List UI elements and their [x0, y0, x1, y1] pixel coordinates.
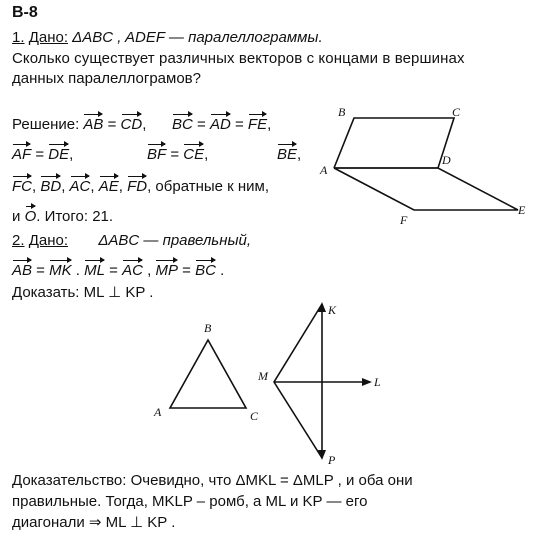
- vector: MP: [155, 262, 178, 279]
- vector: FE: [247, 116, 268, 133]
- label-p: P: [328, 453, 336, 467]
- vector-zero: O: [24, 208, 37, 225]
- problem-2-given-text: ΔABC — правельный,: [98, 232, 252, 249]
- parallelograms-figure: [318, 98, 546, 228]
- solution-label: Решение:: [12, 116, 80, 133]
- vector: AD: [209, 116, 231, 133]
- comma: ,: [204, 146, 209, 163]
- triangle-abc: [170, 340, 246, 408]
- vector: AE: [98, 178, 119, 195]
- vector: BC: [195, 262, 216, 279]
- vector: AC: [122, 262, 143, 279]
- proof-line-3: диагонали ⇒ ML ⊥ KP .: [12, 514, 176, 531]
- vector: DE: [48, 146, 70, 163]
- parallelogram-abcd: [334, 118, 454, 168]
- vector: AB: [83, 116, 104, 133]
- label-c: C: [250, 409, 259, 423]
- comma: ,: [142, 116, 147, 133]
- comma: ,: [69, 146, 74, 163]
- problem-1-number: 1.: [12, 29, 25, 46]
- solution-eq-be: [277, 146, 301, 164]
- solution-eq-bc: [172, 116, 271, 134]
- label-b: B: [204, 321, 212, 335]
- rhombus-figure: [252, 296, 392, 468]
- vector: BD: [40, 178, 62, 195]
- problem-1-given-text: ΔABC , ADEF — паралеллограммы.: [72, 29, 323, 46]
- equals-sign: =: [35, 146, 45, 163]
- arrow-k: [318, 302, 326, 312]
- and-word: и: [12, 208, 21, 225]
- vector: BE: [277, 146, 298, 163]
- problem-1-given-label: Дано:: [28, 29, 68, 46]
- variant-header: В-8: [12, 4, 38, 21]
- comma: ,: [267, 116, 272, 133]
- label-b: B: [338, 105, 346, 119]
- problem-2-given: [12, 232, 251, 250]
- equals-sign: =: [170, 146, 180, 163]
- comma: ,: [297, 146, 302, 163]
- label-k: K: [328, 303, 337, 317]
- problem-1-question-line-1: Сколько существует различных векторов с концами в вершинах: [12, 50, 465, 67]
- vector: AC: [69, 178, 91, 195]
- problem-2-number: 2.: [12, 232, 25, 249]
- label-f: F: [400, 213, 408, 227]
- vector: CE: [183, 146, 205, 163]
- label-l: L: [374, 375, 381, 389]
- vector: BF: [147, 146, 167, 163]
- proof-line-1: Доказательство: Очевидно, что ΔMKL = ΔMLP , и оба они: [12, 472, 413, 489]
- vector: FC: [12, 178, 32, 195]
- solution-line-3: FC, BD, AC, AE, FD, обратные к ним,: [12, 178, 270, 195]
- label-e: E: [518, 203, 526, 217]
- vector: FD: [127, 178, 148, 195]
- arrow-l: [362, 378, 372, 386]
- problem-2-vectors: AB = MK . ML = AC , MP = BC .: [12, 262, 225, 279]
- label-d: D: [442, 153, 451, 167]
- problem-2-given-label: Дано:: [28, 232, 68, 249]
- problem-1-given: [12, 29, 323, 47]
- vector: AB: [12, 262, 33, 279]
- problem-2-prove: Доказать: ML ⊥ KP .: [12, 284, 154, 301]
- equals-sign: =: [234, 116, 244, 133]
- label-a: A: [320, 163, 328, 177]
- label-m: M: [258, 369, 268, 383]
- vector: MK: [49, 262, 72, 279]
- proof-line-2: правильные. Тогда, MKLP – ромб, а ML и KP — его: [12, 493, 368, 510]
- equals-sign: =: [197, 116, 206, 133]
- solution-total: [12, 208, 113, 226]
- label-c: C: [452, 105, 461, 119]
- solution-eq-bf: [147, 146, 208, 164]
- label-a: A: [154, 405, 162, 419]
- line4-tail: , обратные к ним,: [147, 178, 270, 195]
- total-text: . Итого: 21.: [36, 208, 114, 225]
- vector: AF: [12, 146, 32, 163]
- problem-1-question-line-2: данных паралеллограмов?: [12, 70, 201, 87]
- vector: CD: [120, 116, 143, 133]
- rhombus-mkp: [274, 304, 322, 458]
- solution-line-1: [12, 116, 146, 134]
- equals-sign: =: [107, 116, 117, 133]
- parallelogram-adef: [334, 168, 518, 210]
- solution-line-2: [12, 146, 73, 164]
- vector: BC: [172, 116, 193, 133]
- vector: ML: [84, 262, 105, 279]
